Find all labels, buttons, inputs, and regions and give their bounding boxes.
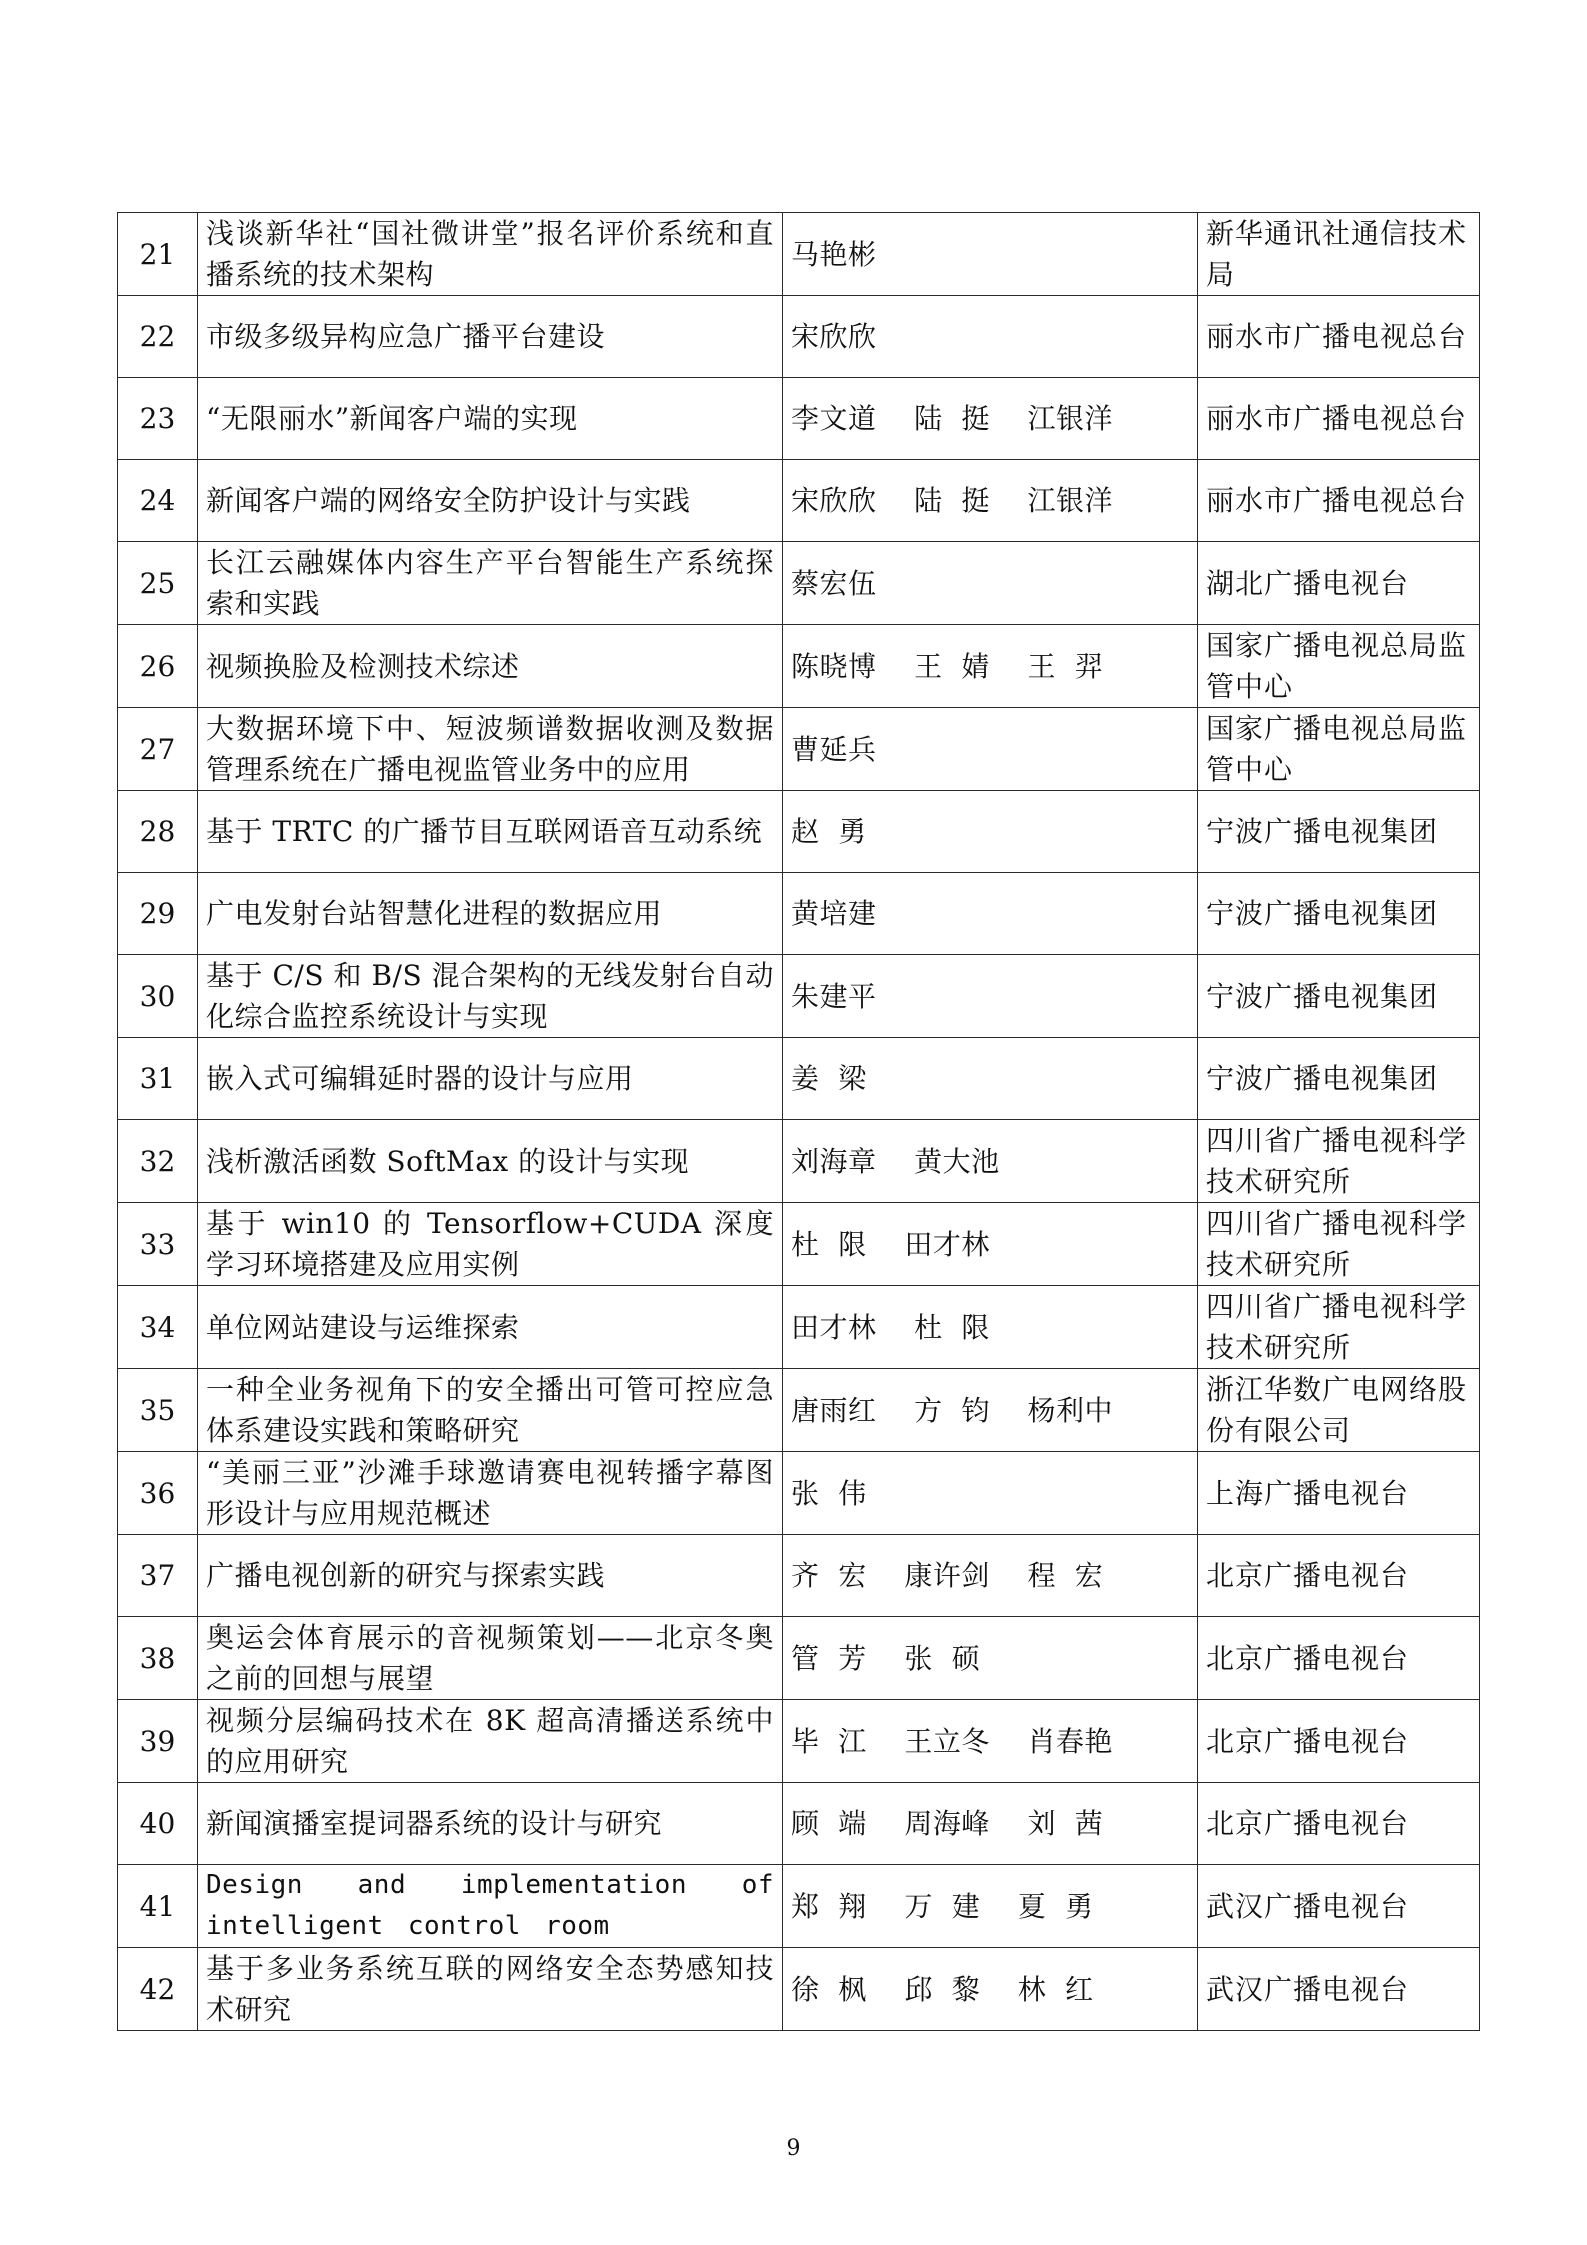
paper-authors: 张 伟 <box>783 1452 1198 1535</box>
paper-title: 基于多业务系统互联的网络安全态势感知技术研究 <box>198 1948 783 2031</box>
paper-title: Design and implementation of intelligent control room <box>198 1865 783 1948</box>
row-number: 34 <box>118 1286 198 1369</box>
paper-authors: 蔡宏伍 <box>783 542 1198 625</box>
paper-title: 广播电视创新的研究与探索实践 <box>198 1535 783 1617</box>
paper-title: 嵌入式可编辑延时器的设计与应用 <box>198 1038 783 1120</box>
author-organization: 宁波广播电视集团 <box>1198 1038 1480 1120</box>
author-organization: 浙江华数广电网络股份有限公司 <box>1198 1369 1480 1452</box>
paper-authors: 李文道 陆 挺 江银洋 <box>783 378 1198 460</box>
table-row <box>118 1535 1480 1617</box>
paper-authors: 顾 端 周海峰 刘 茜 <box>783 1783 1198 1865</box>
table-row <box>118 955 1480 1038</box>
author-organization: 上海广播电视台 <box>1198 1452 1480 1535</box>
paper-authors: 刘海章 黄大池 <box>783 1120 1198 1203</box>
author-organization: 武汉广播电视台 <box>1198 1948 1480 2031</box>
paper-authors: 宋欣欣 陆 挺 江银洋 <box>783 460 1198 542</box>
row-number: 22 <box>118 296 198 378</box>
paper-authors: 宋欣欣 <box>783 296 1198 378</box>
row-number: 23 <box>118 378 198 460</box>
row-number: 27 <box>118 708 198 791</box>
row-number: 21 <box>118 213 198 296</box>
paper-authors: 杜 限 田才林 <box>783 1203 1198 1286</box>
paper-title: 视频换脸及检测技术综述 <box>198 625 783 708</box>
author-organization: 四川省广播电视科学技术研究所 <box>1198 1286 1480 1369</box>
paper-authors: 陈晓博 王 婧 王 羿 <box>783 625 1198 708</box>
paper-title: 大数据环境下中、短波频谱数据收测及数据管理系统在广播电视监管业务中的应用 <box>198 708 783 791</box>
paper-authors: 朱建平 <box>783 955 1198 1038</box>
paper-list-table <box>117 212 1480 2031</box>
author-organization: 湖北广播电视台 <box>1198 542 1480 625</box>
paper-title: 新闻客户端的网络安全防护设计与实践 <box>198 460 783 542</box>
row-number: 28 <box>118 791 198 873</box>
row-number: 25 <box>118 542 198 625</box>
row-number: 41 <box>118 1865 198 1948</box>
table-row <box>118 708 1480 791</box>
paper-title: 基于 win10 的 Tensorflow+CUDA 深度学习环境搭建及应用实例 <box>198 1203 783 1286</box>
table-row <box>118 625 1480 708</box>
table-row <box>118 460 1480 542</box>
paper-title: 市级多级异构应急广播平台建设 <box>198 296 783 378</box>
row-number: 40 <box>118 1783 198 1865</box>
table-row <box>118 1865 1480 1948</box>
author-organization: 丽水市广播电视总台 <box>1198 460 1480 542</box>
author-organization: 北京广播电视台 <box>1198 1617 1480 1700</box>
author-organization: 国家广播电视总局监管中心 <box>1198 625 1480 708</box>
paper-authors: 齐 宏 康许剑 程 宏 <box>783 1535 1198 1617</box>
paper-title: 单位网站建设与运维探索 <box>198 1286 783 1369</box>
paper-authors: 赵 勇 <box>783 791 1198 873</box>
table-row <box>118 1286 1480 1369</box>
paper-title: 新闻演播室提词器系统的设计与研究 <box>198 1783 783 1865</box>
author-organization: 宁波广播电视集团 <box>1198 873 1480 955</box>
paper-authors: 黄培建 <box>783 873 1198 955</box>
table-row <box>118 296 1480 378</box>
table-row <box>118 1203 1480 1286</box>
paper-title: 奥运会体育展示的音视频策划——北京冬奥之前的回想与展望 <box>198 1617 783 1700</box>
author-organization: 北京广播电视台 <box>1198 1783 1480 1865</box>
paper-title: 一种全业务视角下的安全播出可管可控应急体系建设实践和策略研究 <box>198 1369 783 1452</box>
paper-authors: 姜 梁 <box>783 1038 1198 1120</box>
table-row <box>118 1120 1480 1203</box>
paper-title: 浅析激活函数 SoftMax 的设计与实现 <box>198 1120 783 1203</box>
table-row <box>118 378 1480 460</box>
row-number: 36 <box>118 1452 198 1535</box>
paper-authors: 唐雨红 方 钧 杨利中 <box>783 1369 1198 1452</box>
author-organization: 武汉广播电视台 <box>1198 1865 1480 1948</box>
row-number: 31 <box>118 1038 198 1120</box>
paper-authors: 曹延兵 <box>783 708 1198 791</box>
table-row <box>118 1948 1480 2031</box>
row-number: 38 <box>118 1617 198 1700</box>
row-number: 24 <box>118 460 198 542</box>
table-row <box>118 213 1480 296</box>
paper-title: 浅谈新华社“国社微讲堂”报名评价系统和直播系统的技术架构 <box>198 213 783 296</box>
paper-authors: 马艳彬 <box>783 213 1198 296</box>
table-body <box>118 213 1480 2031</box>
paper-title: 长江云融媒体内容生产平台智能生产系统探索和实践 <box>198 542 783 625</box>
paper-authors: 毕 江 王立冬 肖春艳 <box>783 1700 1198 1783</box>
table-row <box>118 1617 1480 1700</box>
author-organization: 北京广播电视台 <box>1198 1700 1480 1783</box>
author-organization: 宁波广播电视集团 <box>1198 791 1480 873</box>
paper-title: 视频分层编码技术在 8K 超高清播送系统中的应用研究 <box>198 1700 783 1783</box>
paper-title: 广电发射台站智慧化进程的数据应用 <box>198 873 783 955</box>
row-number: 37 <box>118 1535 198 1617</box>
row-number: 33 <box>118 1203 198 1286</box>
author-organization: 新华通讯社通信技术局 <box>1198 213 1480 296</box>
paper-title: 基于 TRTC 的广播节目互联网语音互动系统 <box>198 791 783 873</box>
row-number: 32 <box>118 1120 198 1203</box>
paper-authors: 徐 枫 邱 黎 林 红 <box>783 1948 1198 2031</box>
page-number: 9 <box>786 2136 801 2161</box>
row-number: 30 <box>118 955 198 1038</box>
author-organization: 国家广播电视总局监管中心 <box>1198 708 1480 791</box>
table-row <box>118 1700 1480 1783</box>
row-number: 39 <box>118 1700 198 1783</box>
table-row <box>118 542 1480 625</box>
table-row <box>118 1783 1480 1865</box>
author-organization: 丽水市广播电视总台 <box>1198 296 1480 378</box>
paper-title: 基于 C/S 和 B/S 混合架构的无线发射台自动化综合监控系统设计与实现 <box>198 955 783 1038</box>
paper-title: “无限丽水”新闻客户端的实现 <box>198 378 783 460</box>
author-organization: 宁波广播电视集团 <box>1198 955 1480 1038</box>
row-number: 26 <box>118 625 198 708</box>
table-row <box>118 1452 1480 1535</box>
table-row <box>118 873 1480 955</box>
paper-authors: 郑 翔 万 建 夏 勇 <box>783 1865 1198 1948</box>
row-number: 29 <box>118 873 198 955</box>
paper-authors: 管 芳 张 硕 <box>783 1617 1198 1700</box>
paper-authors: 田才林 杜 限 <box>783 1286 1198 1369</box>
table-row <box>118 791 1480 873</box>
author-organization: 北京广播电视台 <box>1198 1535 1480 1617</box>
table-row <box>118 1369 1480 1452</box>
author-organization: 四川省广播电视科学技术研究所 <box>1198 1120 1480 1203</box>
row-number: 42 <box>118 1948 198 2031</box>
author-organization: 四川省广播电视科学技术研究所 <box>1198 1203 1480 1286</box>
row-number: 35 <box>118 1369 198 1452</box>
author-organization: 丽水市广播电视总台 <box>1198 378 1480 460</box>
paper-title: “美丽三亚”沙滩手球邀请赛电视转播字幕图形设计与应用规范概述 <box>198 1452 783 1535</box>
table-row <box>118 1038 1480 1120</box>
